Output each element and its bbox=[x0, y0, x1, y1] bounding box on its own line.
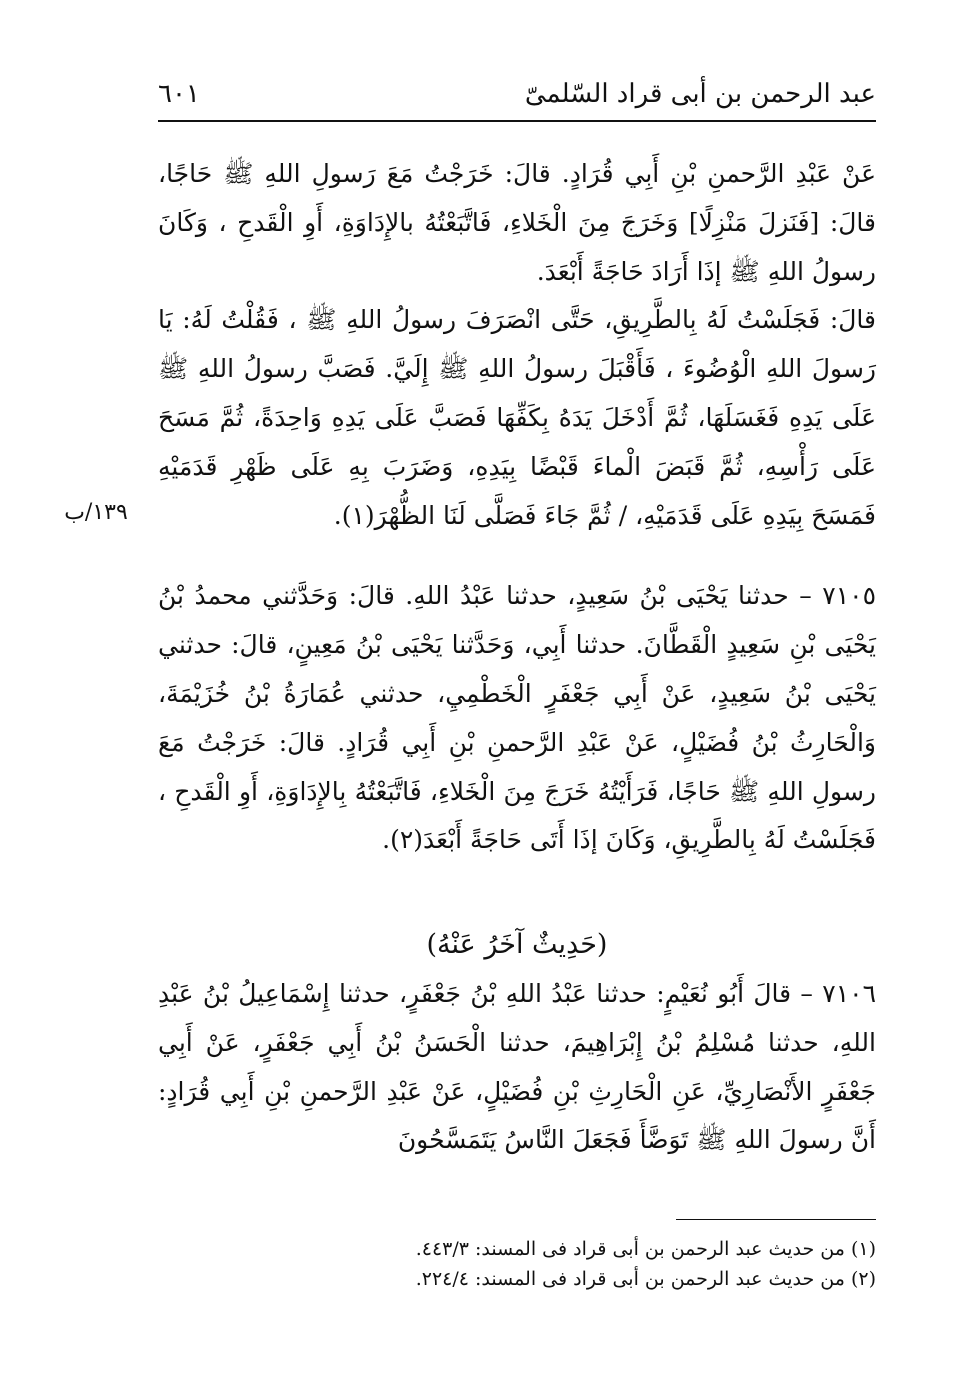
running-title: عبد الرحمن بن أبى قراد السّلمىّ bbox=[524, 79, 876, 109]
section-gap bbox=[158, 865, 876, 921]
footnote-2: (٢) من حديث عبد الرحمن بن أبى قراد فى المسند: ٢٢٤/٤. bbox=[415, 1268, 876, 1290]
section-subheading: (حَدِيثٌ آخَرُ عَنْهُ) bbox=[426, 929, 608, 961]
footnote-1: (١) من حديث عبد الرحمن بن أبى قراد فى المسند: ٤٤٣/٣. bbox=[415, 1238, 876, 1260]
page-number: ٦٠١ bbox=[158, 79, 200, 109]
margin-folio-note: ١٣٩/ب bbox=[64, 500, 128, 525]
page-header bbox=[158, 72, 876, 116]
hadith-7105: ٧١٠٥ – حدثنا يَحْيَى بْنُ سَعِيدٍ، حدثنا عَبْدُ اللهِ. قالَ: وَحَدَّثني محمدُ بْنُ يَحْيَى بْنِ سَعِيدٍ الْقَطَّانَ. حدثنا أَبِي، وَحَدَّثنا يَحْيَى بْنُ مَعِينٍ، قالَ: حدثني يَحْيَى بْنُ سَعِيدٍ، عَنْ أَبِي جَعْفَرٍ الْخَطْمِيِ، حدثني عُمَارَةُ بْنُ خُزَيْمَةَ، وَالْحَارِثُ بْنُ فُضَيْلٍ، عَنْ عَبْدِ الرَّحمنِ بْنِ أَبِي قُرَادٍ. قالَ: خَرَجْتُ مَعَ رسولِ اللهِ ﷺ حَاجًا، فَرَأَيْتُهُ خَرَجَ مِنَ الْخَلاءِ، فَاتَّبَعْتُهُ بِالإِدَاوَةِ، أَوِ الْقَدحِ ، فَجَلَسْتُ لَهُ بِالطَّرِيقِ، وَكَانَ إذَا أَتَى حَاجَةً أَبْعَدَ(٢). bbox=[158, 581, 876, 855]
paragraph-1: عَنْ عَبْدِ الرَّحمنِ بْنِ أَبِي قُرَادٍ. قالَ: خَرَجْتُ مَعَ رَسولِ اللهِ ﷺ حَاجًا، قالَ: [فَنَزلَ مَنْزِلًا] وَخَرَجَ مِنَ الْخَلاءِ، فَاتَّبَعْتُهُ بالإِدَاوَةِ، أَوِ الْقَدحِ ، وَكَانَ رسولُ اللهِ ﷺ إذَا أَرَادَ حَاجَةً أَبْعَدَ. bbox=[158, 159, 876, 286]
footnotes bbox=[220, 1234, 876, 1294]
paragraph-2: قالَ: فَجَلَسْتُ لَهُ بِالطَّرِيقِ، حَتَّى انْصَرَفَ رسولُ اللهِ ﷺ ، فَقُلْتُ لَهُ: يَا رَسولَ اللهِ الْوُضُوءَ ، فَأَقْبَلَ رسولُ اللهِ ﷺ إِلَيَّ. فَصَبَّ رسولُ اللهِ ﷺ عَلَى يَدِهِ فَغَسَلَهَا، ثُمَّ أَدْخَلَ يَدَهُ بِكَفِّهَا فَصَبَّ عَلَى يَدِهِ وَاحِدَةً، ثُمَّ مَسَحَ عَلَى رَأْسِهِ، ثُمَّ قَبَضَ الْماءَ قَبْضًا بِيَدِهِ، وَضَرَبَ بِهِ عَلَى ظَهْرِ قَدَمَيْهِ فَمَسَحَ بِيَدِهِ عَلَى قَدَمَيْهِ، / ثُمَّ جَاءَ فَصَلَّى لَنَا الظُّهْرَ(١). bbox=[158, 305, 876, 530]
footnote-rule bbox=[676, 1219, 876, 1220]
paragraph-gap bbox=[158, 540, 876, 572]
main-text bbox=[158, 150, 876, 1165]
hadith-7106: ٧١٠٦ – قالَ أَبُو نُعَيْمٍ: حدثنا عَبْدُ اللهِ بْنُ جَعْفَرٍ، حدثنا إِسْمَاعِيلُ بْنُ عَبْدِ اللهِ، حدثنا مُسْلِمُ بْنُ إِبْرَاهِيمَ، حدثنا الْحَسَنُ بْنُ أَبِي جَعْفَرٍ، عَنْ أَبِي جَعْفَرٍ الأَنْصَارِيِّ، عَنِ الْحَارِثِ بْنِ فُضَيْلٍ، عَنْ عَبْدِ الرَّحمنِ بْنِ أَبِي قُرَادٍ: أَنَّ رسولَ اللهِ ﷺ تَوَضَّأَ فَجَعَلَ النَّاسُ يَتَمَسَّحُونَ bbox=[158, 978, 876, 1155]
header-rule bbox=[158, 120, 876, 122]
